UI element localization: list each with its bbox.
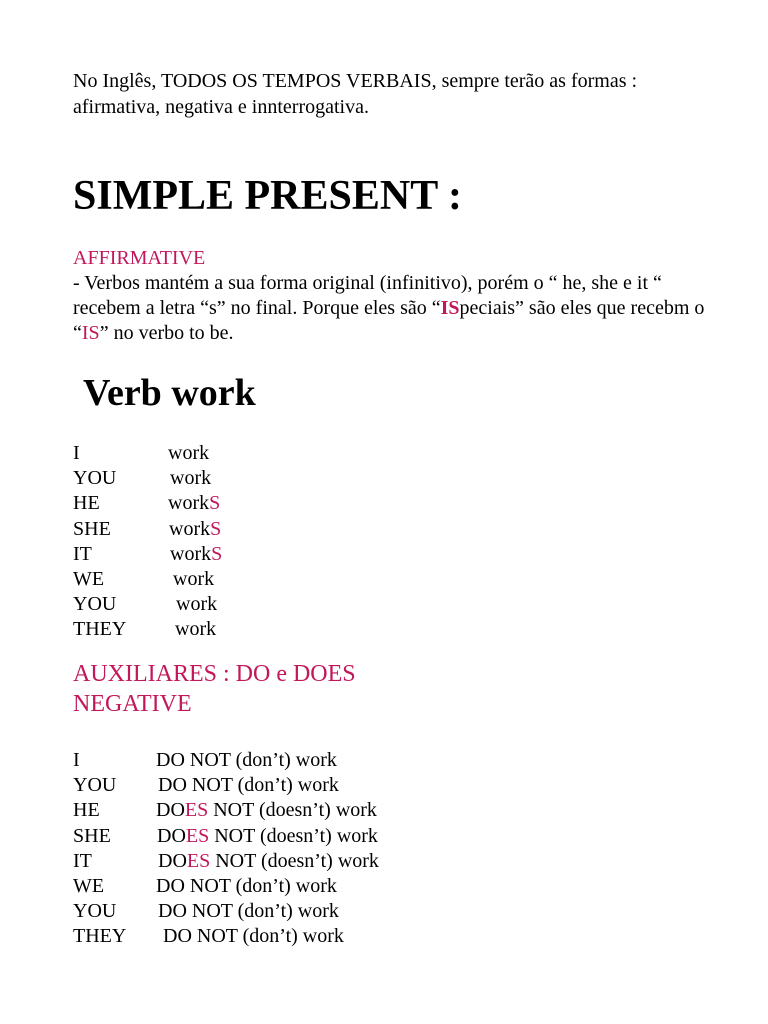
conjugation-row [73,849,713,874]
verb-base: work [173,567,215,590]
verb-base: work [168,442,210,464]
pronoun: SHE [73,517,111,540]
conjugation-row [73,798,713,823]
aux-base: DO [156,799,185,822]
conjugation-row [73,466,713,491]
verb-base: work [168,492,210,515]
aux-suffix: ES [186,849,211,872]
conjugation-row [73,874,713,899]
pronoun: I [73,442,80,464]
aux-suffix: ES [184,799,209,822]
conjugation-row [73,491,713,516]
page-title: SIMPLE PRESENT : [73,173,462,219]
conjugation-row [73,592,713,617]
verb-form [170,466,211,491]
verb-base: work [175,618,217,641]
aux-suffix: ES [185,824,210,847]
affirmative-explanation [73,271,713,346]
verb-suffix: S [210,517,222,540]
pronoun: YOU [73,900,117,923]
pronoun: WE [73,874,105,897]
verb-suffix: S [209,492,221,515]
verb-form [176,592,217,617]
negative-form [157,824,378,849]
pronoun: YOU [73,593,117,616]
negative-rest: NOT (don’t) work [186,900,339,923]
auxiliaries-heading: AUXILIARES : DO e DOES [73,661,356,687]
verb-form [170,542,222,567]
negative-rest: NOT (doesn’t) work [208,799,377,822]
aux-base: DO [163,925,192,948]
explanation-part-3: ” no verbo to be. [99,322,234,344]
verb-form [168,441,209,466]
verb-heading: Verb work [83,372,256,414]
pronoun: IT [73,542,92,565]
conjugation-row [73,542,713,567]
verb-base: work [170,467,212,490]
is-highlight-bold: IS [440,297,460,319]
negative-rest: NOT (don’t) work [186,774,339,797]
pronoun: IT [73,849,92,872]
explanation-part-2: peciais” são eles que recebm o “ [73,297,705,344]
negative-heading: NEGATIVE [73,691,192,717]
aux-base: DO [157,824,186,847]
aux-base: DO [156,749,185,771]
negative-form [156,874,337,899]
negative-form [156,798,377,823]
conjugation-row [73,899,713,924]
conjugation-row [73,517,713,542]
verb-base: work [170,542,212,565]
negative-rest: NOT (doesn’t) work [210,849,379,872]
verb-base: work [176,593,218,616]
pronoun: THEY [73,925,127,948]
negative-rest: NOT (don’t) work [184,749,337,771]
aux-base: DO [158,900,187,923]
pronoun: YOU [73,774,117,797]
pronoun: HE [73,799,100,822]
pronoun: I [73,749,80,771]
explanation-part-1: - Verbos mantém a sua forma original (infinitivo), porém o “ he, she e it “ recebem a letra “s” no final. Porque eles são “ [73,272,662,319]
affirmative-conjugation [73,441,713,643]
negative-rest: NOT (don’t) work [184,874,337,897]
intro-paragraph: No Inglês, TODOS OS TEMPOS VERBAIS, sempre terão as formas : afirmativa, negativa e innterrogativa. [73,70,638,118]
conjugation-row [73,824,713,849]
pronoun: WE [73,567,105,590]
negative-rest: NOT (doesn’t) work [209,824,378,847]
affirmative-heading: AFFIRMATIVE [73,247,206,269]
pronoun: HE [73,492,100,515]
pronoun: SHE [73,824,111,847]
pronoun: THEY [73,618,127,641]
conjugation-row [73,441,713,466]
conjugation-row [73,924,713,949]
aux-base: DO [158,774,187,797]
verb-base: work [169,517,211,540]
verb-form [175,617,216,642]
verb-form [173,567,214,592]
negative-rest: NOT (don’t) work [191,925,344,948]
conjugation-row [73,773,713,798]
negative-form [158,849,379,874]
verb-form [169,517,221,542]
is-highlight: IS [81,322,100,344]
pronoun: YOU [73,467,117,490]
negative-form [156,748,337,773]
auxiliaries-block [73,659,713,719]
verb-suffix: S [211,542,223,565]
verb-form [168,491,220,516]
negative-conjugation [73,748,713,950]
negative-form [158,899,339,924]
aux-base: DO [158,849,187,872]
negative-form [158,773,339,798]
negative-form [163,924,344,949]
conjugation-row [73,748,713,773]
aux-base: DO [156,874,185,897]
conjugation-row [73,567,713,592]
conjugation-row [73,617,713,642]
